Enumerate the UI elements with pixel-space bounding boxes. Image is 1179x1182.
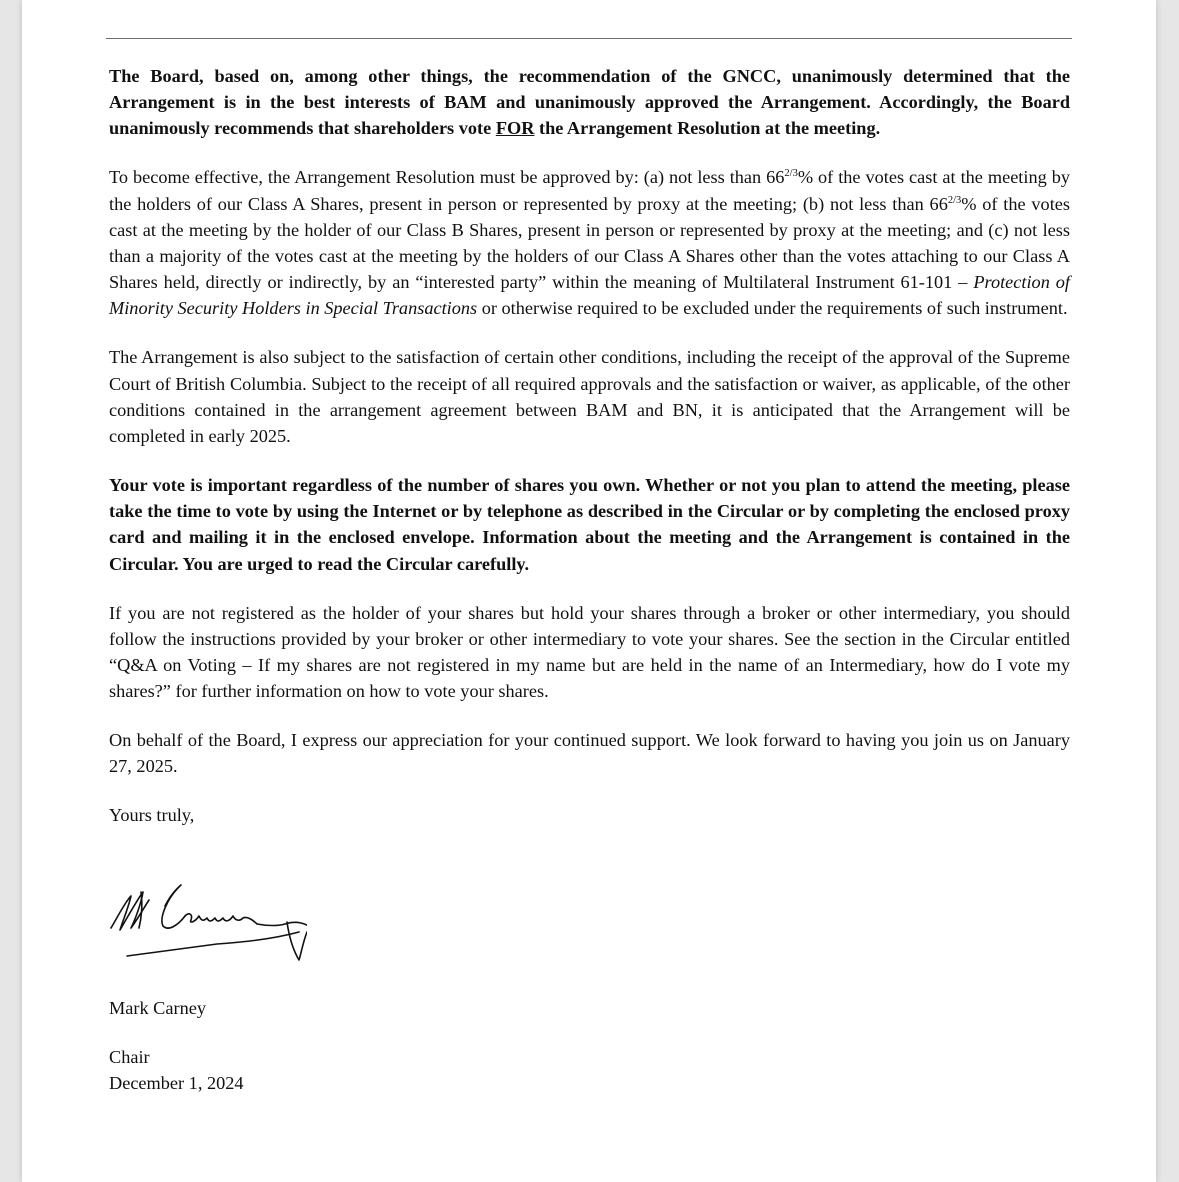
fraction-two-thirds: 2/3 — [784, 168, 798, 180]
document-page — [22, 0, 1156, 1182]
approval-text-b: % of the votes cast at the meeting by the holders of our Class A Shares, present in person or represented by proxy at the meeting; (b) not less than 66 — [109, 167, 1070, 214]
closing-salutation: Yours truly, — [109, 805, 195, 826]
recommendation-text: The Board, based on, among other things, the recommendation of the GNCC, unanimously determined that the Arrangement is in the best interests of BAM and unanimously approved the Arrangement. Accordingly, the Board unanimously recommends that shareholders vote — [109, 66, 1070, 139]
signatory-title-block — [109, 1044, 244, 1096]
instrument-title: Protection of Minority Security Holders in Special Transactions — [109, 272, 1070, 319]
appreciation-paragraph: On behalf of the Board, I express our appreciation for your continued support. We look forward to having you join us on January 27, 2025. — [109, 730, 1070, 777]
board-recommendation-paragraph — [109, 63, 1070, 142]
approval-text-c: % of the votes cast at the meeting by the holder of our Class B Shares, present in person or represented by proxy at the meeting; and (c) not less than a majority of the votes cast at the meeting by the holders of our Class A Shares other than the votes attaching to our Class A Shares held, directly or indirectly, by an “interested party” within the meaning of Multilateral Instrument 61-101 – — [109, 193, 1070, 293]
recommendation-text-end: the Arrangement Resolution at the meeting. — [534, 118, 881, 139]
vote-for-emphasis: FOR — [495, 118, 535, 139]
letter-date: December 1, 2024 — [109, 1073, 244, 1094]
letter-body — [109, 63, 1070, 851]
header-rule — [106, 38, 1072, 39]
signatory-name: Mark Carney — [109, 998, 206, 1018]
conditions-paragraph: The Arrangement is also subject to the satisfaction of certain other conditions, including the receipt of the approval of the Supreme Court of British Columbia. Subject to the receipt of all required approvals and the satisfaction or waiver, as applicable, of the other conditions contained in the arrangement agreement between BAM and BN, it is anticipated that the Arrangement will be completed in early 2025. — [109, 347, 1070, 447]
approval-text-a: To become effective, the Arrangement Resolution must be approved by: (a) not less than 66 — [109, 167, 785, 188]
handwritten-signature — [107, 876, 307, 972]
intermediary-paragraph: If you are not registered as the holder of your shares but hold your shares through a broker or other intermediary, you should follow the instructions provided by your broker or other intermediary to vote your shares. See the section in the Circular entitled “Q&A on Voting – If my shares are not registered in my name but are held in the name of an Intermediary, how do I vote my shares?” for further information on how to vote your shares. — [109, 602, 1070, 702]
approval-requirements-paragraph — [109, 164, 1070, 321]
signatory-title: Chair — [109, 1047, 150, 1067]
fraction-two-thirds: 2/3 — [947, 194, 962, 206]
vote-importance-paragraph: Your vote is important regardless of the number of shares you own. Whether or not you plan to attend the meeting, please take the time to vote by using the Internet or by telephone as described in the Circular or by completing the enclosed proxy card and mailing it in the enclosed envelope. Information about the meeting and the Arrangement is contained in the Circular. You are urged to read the Circular carefully. — [109, 475, 1070, 574]
approval-text-d: or otherwise required to be excluded under the requirements of such instrument. — [477, 298, 1068, 319]
